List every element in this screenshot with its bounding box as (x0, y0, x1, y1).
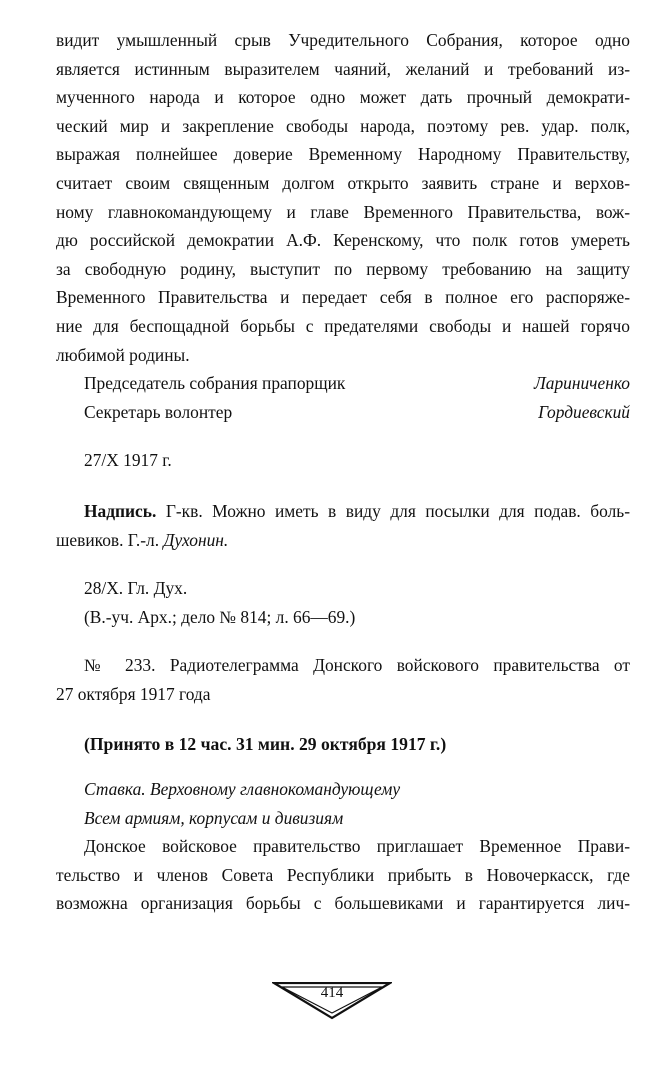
text-line: является истинным выразителем чаяний, желаний и требований из- (56, 58, 630, 79)
paragraph-telegram-resolution (56, 26, 630, 369)
note-signature: Духонин. (163, 529, 229, 550)
note-text: шевиков. Г.-л. (56, 529, 164, 550)
signature-role: Секретарь волонтер (84, 401, 233, 422)
signature-chairman (56, 369, 630, 398)
date-line: 27/X 1917 г. (84, 450, 172, 471)
signature-role: Председатель собрания прапорщик (84, 373, 346, 394)
text-line: тельство и членов Совета Республики прибыть в Новочеркасск, где (56, 864, 630, 885)
page-number-ornament (272, 982, 392, 1020)
paragraph-don-government (56, 832, 630, 918)
received-time: (Принято в 12 час. 31 мин. 29 октября 1917 г.) (84, 734, 447, 755)
text-line: Временного Правительства и передает себя в полное его распоряже- (56, 287, 630, 308)
signature-secretary (56, 398, 630, 427)
text-line: любимой родины. (56, 344, 190, 365)
address-line: Ставка. Верховному главнокомандующему (84, 779, 401, 800)
text-line: считает своим священным долгом открыто заявить стране и верхов- (56, 172, 630, 193)
note-line (56, 497, 630, 526)
text-line: ческий мир и закрепление свободы народа, поэтому рев. удар. полк, (56, 115, 630, 136)
text-line: ние для беспощадной борьбы с предателями свободы и нашей горячо (56, 315, 630, 336)
text-line: выражая полнейшее доверие Временному Народному Правительству, (56, 144, 630, 165)
signature-name: Гордиевский (538, 401, 630, 422)
document-title (56, 651, 630, 708)
note-text: Г-кв. Можно иметь в виду для посылки для подав. боль- (156, 500, 630, 521)
text-line: видит умышленный срыв Учредительного Собрания, которое одно (56, 30, 630, 50)
note-line (56, 526, 630, 555)
document-page (56, 26, 630, 918)
title-line: 27 октября 1917 года (56, 683, 211, 704)
text-line: возможна организация борьбы с большевиками и гарантируется лич- (56, 893, 630, 914)
text-line: за свободную родину, выступит по первому требованию на защиту (56, 258, 630, 279)
note-inscription (56, 497, 630, 554)
page-number: 414 (320, 985, 344, 1001)
text-line: ному главнокомандующему и главе Временного Правительства, вож- (56, 201, 630, 222)
archive-reference: (В.-уч. Арх.; дело № 814; л. 66—69.) (84, 606, 356, 627)
title-line: № 233. Радиотелеграмма Донского войскового правительства от (84, 655, 630, 676)
text-line: Донское войсковое правительство приглашает Временное Прави- (84, 836, 630, 857)
date-line: 28/X. Гл. Дух. (84, 578, 188, 599)
text-line: мученного народа и которое одно может дать прочный демократи- (56, 87, 630, 108)
address-line: Всем армиям, корпусам и дивизиям (84, 807, 344, 828)
note-label: Надпись. (84, 500, 157, 521)
signature-name: Лариниченко (534, 373, 630, 394)
text-line: дю российской демократии А.Ф. Керенскому, что полк готов умереть (56, 230, 630, 251)
